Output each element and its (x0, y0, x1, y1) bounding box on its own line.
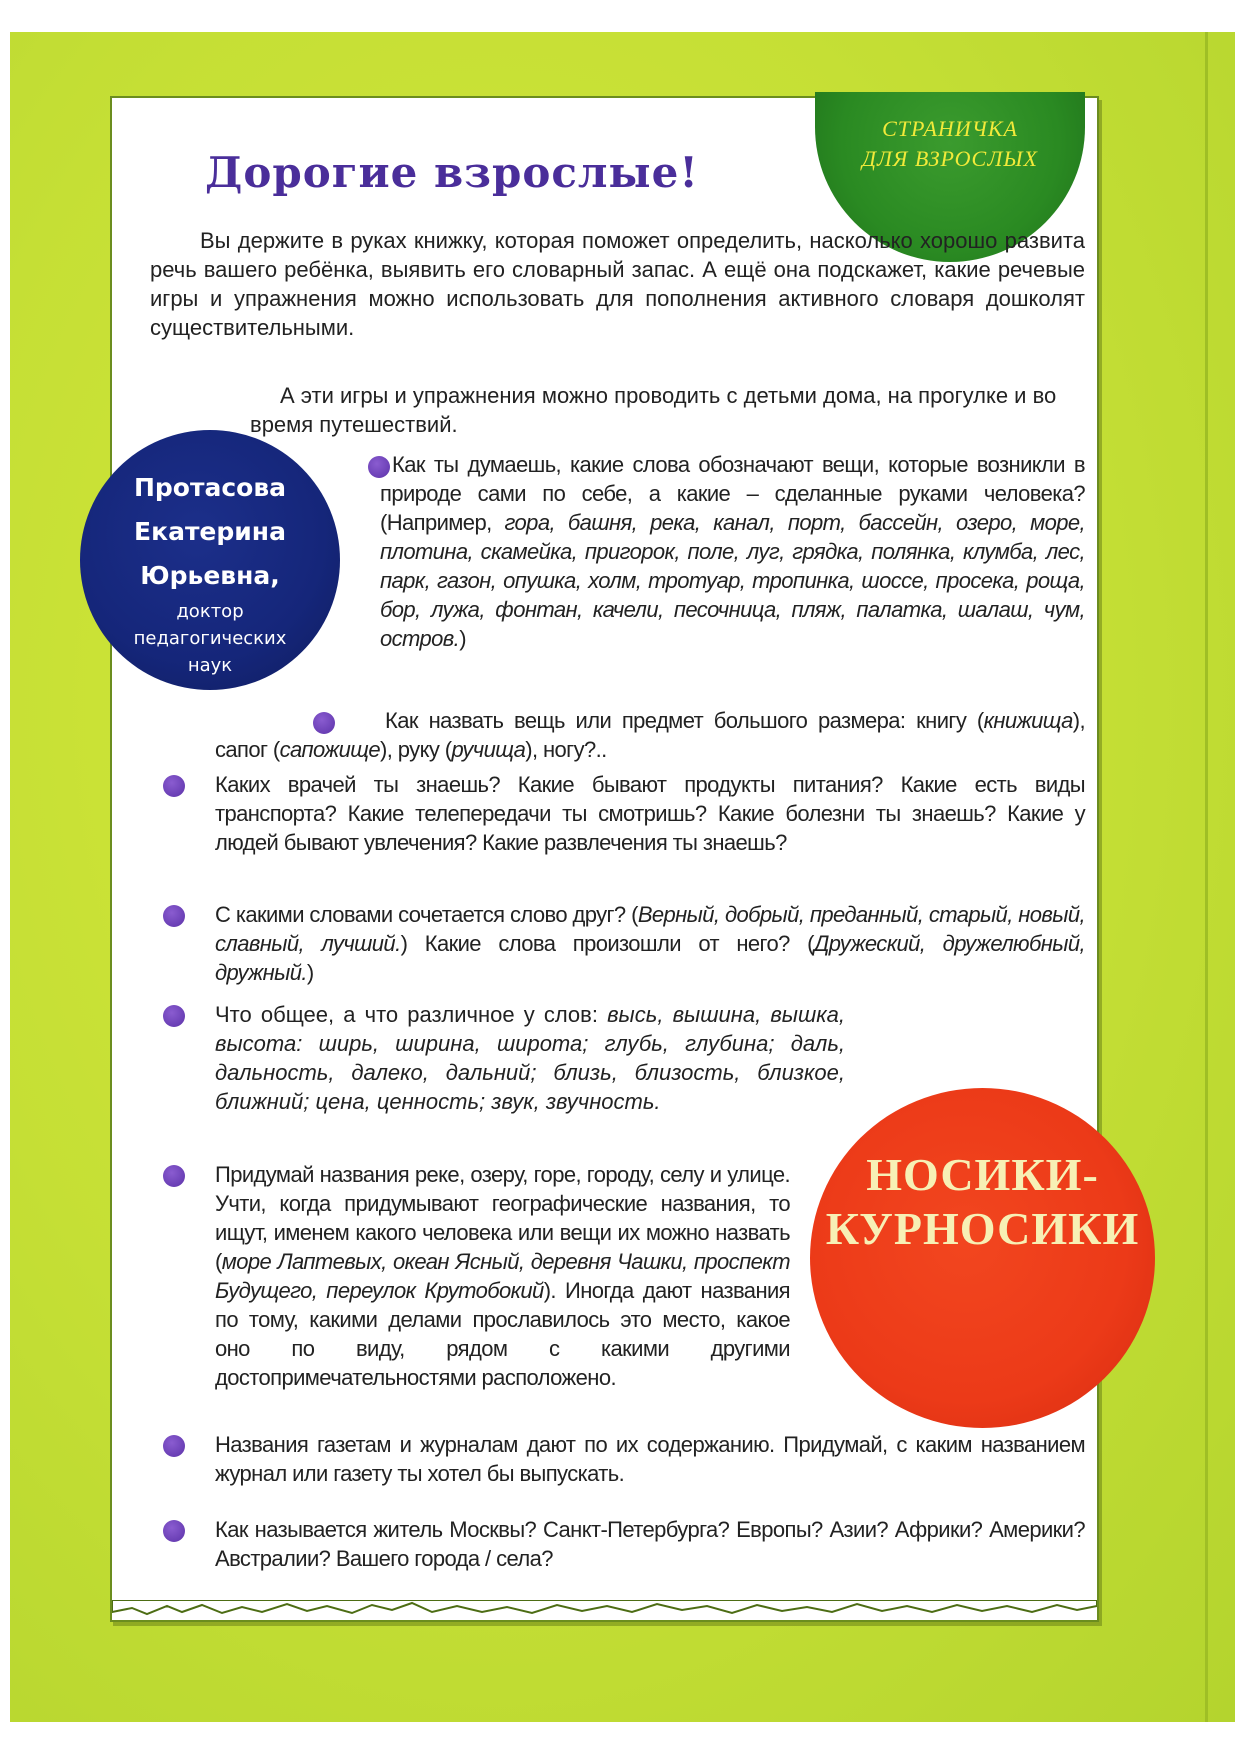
intro-paragraph-2: А эти игры и упражнения можно проводить с детьми дома, на прогулке и во время путешествий. (250, 383, 1057, 437)
series-title-badge (810, 1088, 1155, 1428)
list-item: Названия газетам и журналам дают по их содержанию. Придумай, с каким названием журнал или газету ты хотел бы выпускать. (215, 1432, 1085, 1486)
bullet-icon (163, 1435, 185, 1457)
list-item: Как ты думаешь, какие слова обозначают вещи, которые возникли в природе сами по себе, а какие – сделанные руками человека? (Например, гора, башня, река, канал, порт, бассейн, озеро, море, плотина, скамейка, пригорок, поле, луг, грядка, полянка, клумба, лес, парк, газон, опушка, холм, тротуар, тропинка, шоссе, просека, роща, бор, лужа, фонтан, качели, песочница, пляж, палатка, шалаш, чум, остров.) (380, 452, 1086, 651)
author-patronymic: Юрьевна, (140, 561, 280, 590)
author-first-name: Екатерина (134, 517, 286, 546)
bullet-icon (163, 1005, 185, 1027)
bullet-icon (163, 1520, 185, 1542)
list-item: Что общее, а что различное у слов: высь, вышина, вышка, высота: ширь, ширина, широта; глубь, глубина; даль, дальность, далеко, дальний; близь, близость, близкое, ближний; цена, ценность; звук, звучность. (215, 1002, 845, 1114)
bullet-icon (163, 905, 185, 927)
series-title-line-2: КУРНОСИКИ (825, 1203, 1140, 1254)
list-item: С какими словами сочетается слово друг? (Верный, добрый, преданный, старый, новый, славный, лучший.) Какие слова произошли от него? (Дружеский, дружелюбный, дружный.) (215, 902, 1085, 985)
list-item: Каких врачей ты знаешь? Какие бывают продукты питания? Какие есть виды транспорта? Какие телепередачи ты смотришь? Какие болезни ты знаешь? Какие у людей бывают увлечения? Какие развлечения ты знаешь? (215, 772, 1085, 855)
list-item: Придумай названия реке, озеру, горе, городу, селу и улице. Учти, когда придумывают географические названия, то ищут, именем какого человека или вещи их можно назвать (море Лаптевых, океан Ясный, деревня Чашки, проспект Будущего, переулок Крутобокий). Иногда дают названия по тому, какими делами прославилось это место, какое оно по виду, рядом с какими другими достопримечательностями расположено. (215, 1162, 790, 1390)
badge-line-1: СТРАНИЧКА (882, 116, 1018, 141)
torn-edge-bottom (112, 1600, 1097, 1630)
series-title-line-1: НОСИКИ- (866, 1149, 1099, 1200)
badge-line-2: ДЛЯ ВЗРОСЛЫХ (862, 146, 1038, 171)
bullet-icon (163, 1165, 185, 1187)
author-badge (80, 430, 340, 690)
list-item: Как назвать вещь или предмет большого размера: книгу (книжища), сапог (сапожище), руку (ручища), ногу?.. (215, 708, 1085, 762)
list-item: Как называется житель Москвы? Санкт-Петербурга? Европы? Азии? Африки? Америки? Австралии? Вашего города / села? (215, 1517, 1085, 1571)
author-degree-3: наук (187, 655, 233, 676)
author-degree-1: доктор (176, 601, 244, 622)
intro-paragraph-1: Вы держите в руках книжку, которая поможет определить, насколько хорошо развита речь вашего ребёнка, выявить его словарный запас. А ещё она подскажет, какие речевые игры и упражнения можно использовать для пополнения активного словаря дошколят существительными. (150, 228, 1085, 340)
bullet-icon (163, 775, 185, 797)
page-spine-line (1205, 32, 1208, 1722)
page-title: Дорогие взрослые! (205, 148, 699, 197)
author-surname: Протасова (133, 473, 287, 502)
author-degree-2: педагогических (133, 628, 287, 649)
